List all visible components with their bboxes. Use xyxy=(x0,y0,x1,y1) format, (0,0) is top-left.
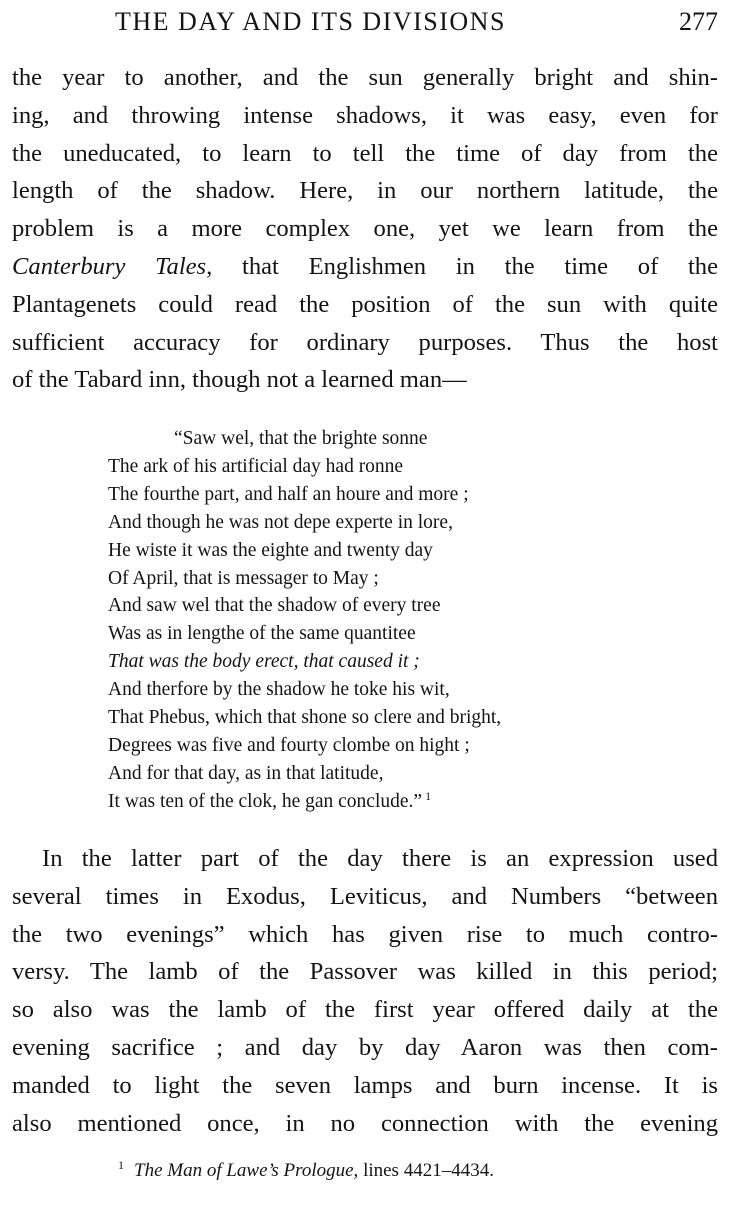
text-line: versy. The lamb of the Passover was killed in this period; xyxy=(12,958,718,986)
text-line: the year to another, and the sun generally bright and shin- xyxy=(12,64,718,91)
text-line: sufficient accuracy for ordinary purposes. Thus the host xyxy=(12,328,718,356)
verse-italic-text: That was the body erect, that caused it ; xyxy=(108,651,420,673)
book-title: Canterbury Tales, xyxy=(12,252,213,280)
verse-line: And though he was not depe experte in lore, xyxy=(108,511,453,533)
text-line: length of the shadow. Here, in our northern latitude, the xyxy=(12,177,718,205)
text-line: manded to light the seven lamps and burn incense. It is xyxy=(12,1071,718,1099)
verse-line: Was as in lengthe of the same quantitee xyxy=(108,623,416,645)
footnote xyxy=(118,1158,494,1184)
footnote-title: The Man of Lawe’s Prologue, xyxy=(134,1160,359,1181)
footnote-marker: 1 xyxy=(118,1158,124,1172)
running-title: THE DAY AND ITS DIVISIONS xyxy=(115,7,506,36)
text-line: the two evenings” which has given rise to much contro- xyxy=(12,920,718,948)
text-line: so also was the lamb of the first year offered daily at the xyxy=(12,996,718,1024)
text-line: also mentioned once, in no connection with the evening xyxy=(12,1109,718,1137)
verse-quotation xyxy=(108,425,501,816)
page-number: 277 xyxy=(679,7,718,36)
verse-line: The ark of his artificial day had ronne xyxy=(108,455,404,477)
verse-line: And saw wel that the shadow of every tree xyxy=(108,595,441,617)
verse-line: Of April, that is messager to May ; xyxy=(108,567,379,589)
text-line: the uneducated, to learn to tell the time of day from the xyxy=(12,139,718,167)
verse-line: The fourthe part, and half an houre and more ; xyxy=(108,483,469,505)
running-head xyxy=(14,4,718,40)
verse-text: It was ten of the clok, he gan conclude.” xyxy=(108,790,423,812)
text-line: of the Tabard inn, though not a learned man— xyxy=(12,366,467,394)
verse-line-last xyxy=(108,788,501,816)
paragraph-1 xyxy=(12,59,718,399)
verse-line: And therfore by the shadow he toke his wit, xyxy=(108,679,450,701)
paragraph-2 xyxy=(12,840,718,1142)
verse-line-italic xyxy=(108,648,501,676)
text-fragment: Englishmen in the time of the xyxy=(308,252,719,280)
text-line: problem is a more complex one, yet we learn from the xyxy=(12,215,718,243)
verse-line: Degrees was five and fourty clombe on hight ; xyxy=(108,734,470,756)
footnote-text: lines 4421–4434. xyxy=(363,1160,494,1181)
verse-line: That Phebus, which that shone so clere and bright, xyxy=(108,707,502,729)
verse-line: And for that day, as in that latitude, xyxy=(108,762,384,784)
verse-line: “Saw wel, that the brighte sonne xyxy=(174,428,428,449)
text-fragment: that xyxy=(242,252,279,280)
text-line: several times in Exodus, Leviticus, and Numbers “between xyxy=(12,882,718,910)
text-line: Plantagenets could read the position of the sun with quite xyxy=(12,290,718,318)
text-line: ing, and throwing intense shadows, it was easy, even for xyxy=(12,101,718,129)
text-line: In the latter part of the day there is an expression used xyxy=(42,845,718,872)
footnote-reference: 1 xyxy=(425,788,432,803)
text-line-with-title xyxy=(12,248,718,286)
text-line: evening sacrifice ; and day by day Aaron was then com- xyxy=(12,1033,718,1061)
verse-line: He wiste it was the eighte and twenty day xyxy=(108,539,433,561)
